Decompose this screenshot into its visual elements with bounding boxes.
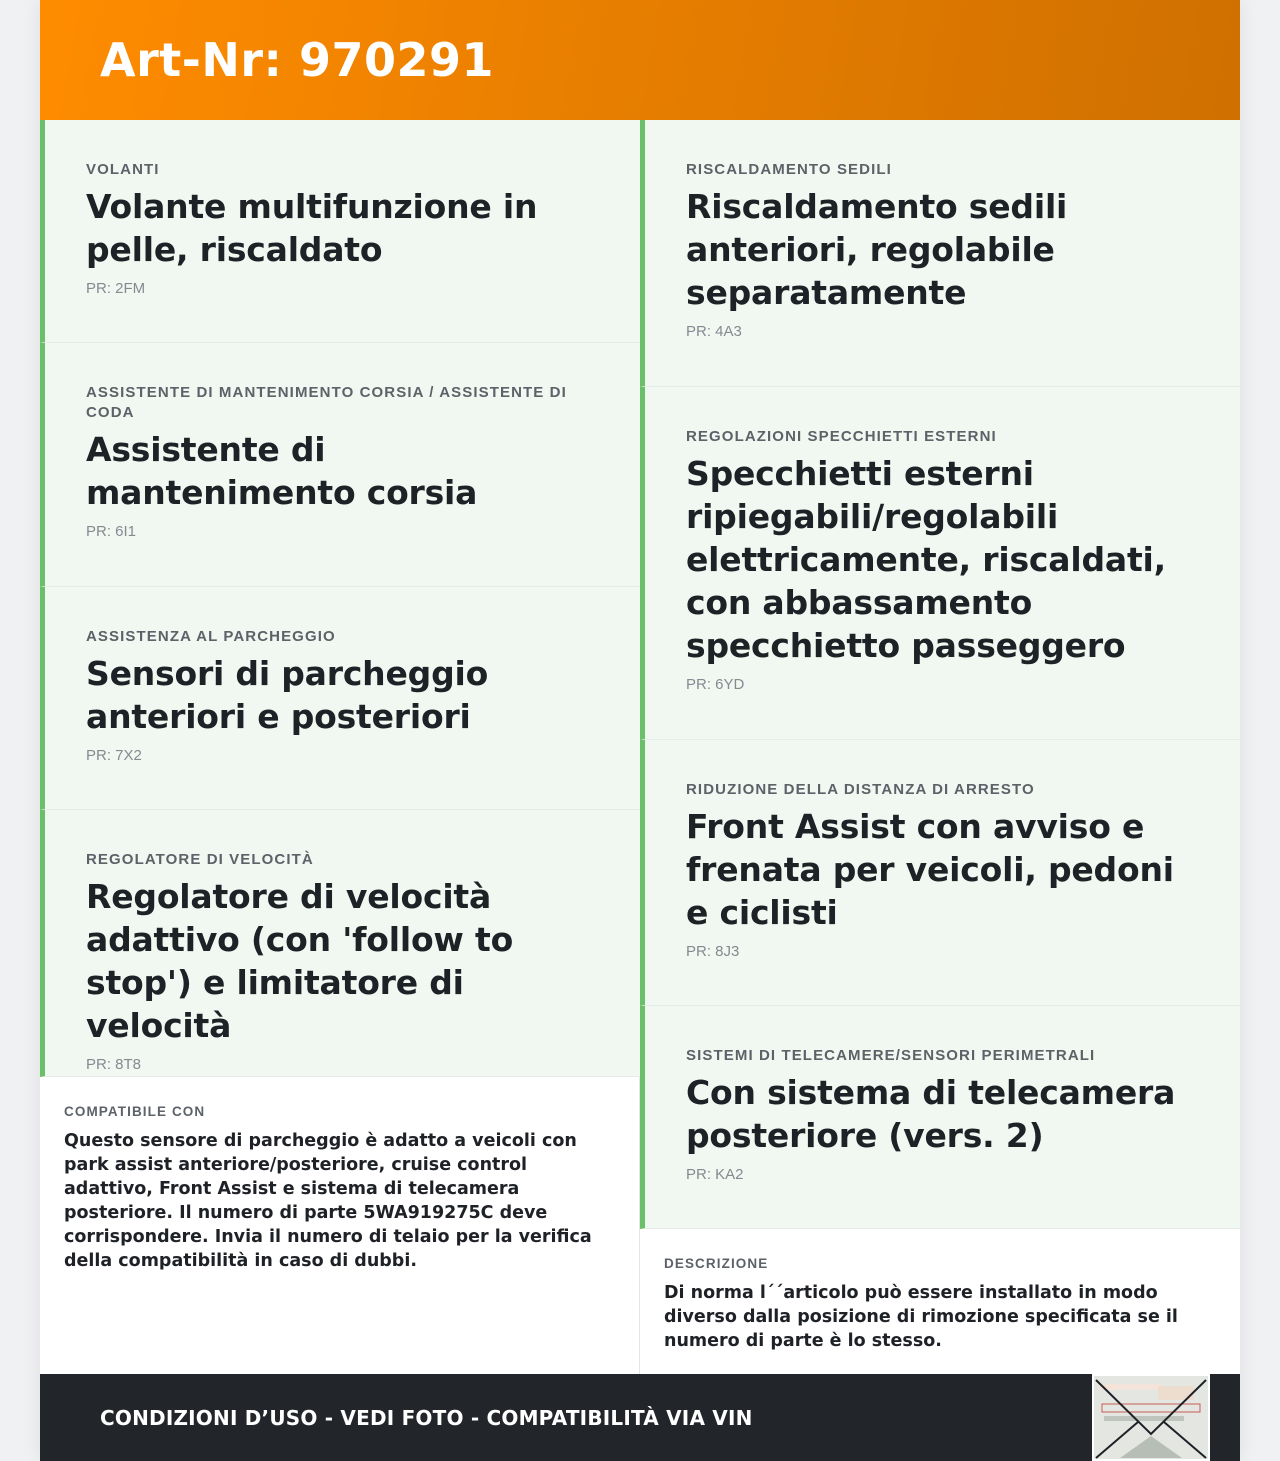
feature-category: REGOLAZIONI SPECCHIETTI ESTERNI [686,428,997,445]
feature-card [640,740,1240,1006]
feature-pr-code: PR: 2FM [86,280,146,297]
feature-category: ASSISTENZA AL PARCHEGGIO [86,628,336,645]
feature-title: Sensori di parcheggio anteriori e posteriori [86,654,489,736]
article-number-title: Art-Nr: 970291 [100,33,495,87]
feature-title: Assistente di mantenimento corsia [86,430,478,512]
feature-card [640,1006,1240,1229]
feature-category: VOLANTI [86,161,160,178]
feature-pr-code: PR: 8J3 [686,943,740,960]
compatibility-label: COMPATIBILE CON [64,1104,206,1119]
feature-pr-code: PR: 7X2 [86,747,142,764]
document-sheet [40,0,1240,1461]
feature-pr-code: PR: 4A3 [686,323,742,340]
feature-title: Regolatore di velocità adattivo (con 'follow to stop') e limitatore di velocità [86,877,514,1045]
feature-card [40,810,640,1077]
feature-title: Specchietti esterni ripiegabili/regolabili elettricamente, riscaldati, con abbassamento specchietto passeggero [686,454,1166,665]
feature-pr-code: PR: 6I1 [86,523,137,540]
feature-card [640,387,1240,740]
feature-card [640,120,1240,387]
feature-category: RIDUZIONE DELLA DISTANZA DI ARRESTO [686,781,1035,798]
feature-title: Volante multifunzione in pelle, riscaldato [86,187,538,269]
feature-card [40,587,640,810]
part-label-photo[interactable] [1092,1374,1210,1461]
feature-pr-code: PR: 8T8 [86,1056,142,1073]
feature-title: Riscaldamento sedili anteriori, regolabile separatamente [686,187,1068,312]
compatibility-text: Questo sensore di parcheggio è adatto a veicoli con park assist anteriore/posteriore, cruise control adattivo, Front Assist e sistema di telecamera posteriore. Il numero di parte 5WA919275C deve corrispondere. Invia il numero di telaio per la verifica della compatibilità in caso di dubbi. [64,1131,592,1271]
page-footer [40,1374,1240,1461]
envelope-icon [1094,1376,1208,1459]
column-divider [639,1077,640,1374]
feature-card [40,120,640,343]
footer-links[interactable]: CONDIZIONI D’USO - VEDI FOTO - COMPATIBILITÀ VIA VIN [100,1405,753,1430]
description-text: Di norma l´´articolo può essere installato in modo diverso dalla posizione di rimozione specificata se il numero di parte è lo stesso. [664,1283,1178,1351]
page-header [40,0,1240,120]
feature-card [40,343,640,587]
feature-pr-code: PR: 6YD [686,676,745,693]
compatibility-section [40,1077,640,1374]
feature-category: REGOLATORE DI VELOCITÀ [86,851,314,868]
feature-title: Front Assist con avviso e frenata per veicoli, pedoni e ciclisti [686,807,1174,932]
description-section [640,1229,1240,1374]
description-label: DESCRIZIONE [664,1256,769,1271]
feature-title: Con sistema di telecamera posteriore (vers. 2) [686,1073,1176,1155]
feature-category: RISCALDAMENTO SEDILI [686,161,892,178]
feature-category: SISTEMI DI TELECAMERE/SENSORI PERIMETRALI [686,1047,1096,1064]
feature-category: ASSISTENTE DI MANTENIMENTO CORSIA / ASSISTENTE DI CODA [86,384,567,421]
feature-pr-code: PR: KA2 [686,1166,744,1183]
